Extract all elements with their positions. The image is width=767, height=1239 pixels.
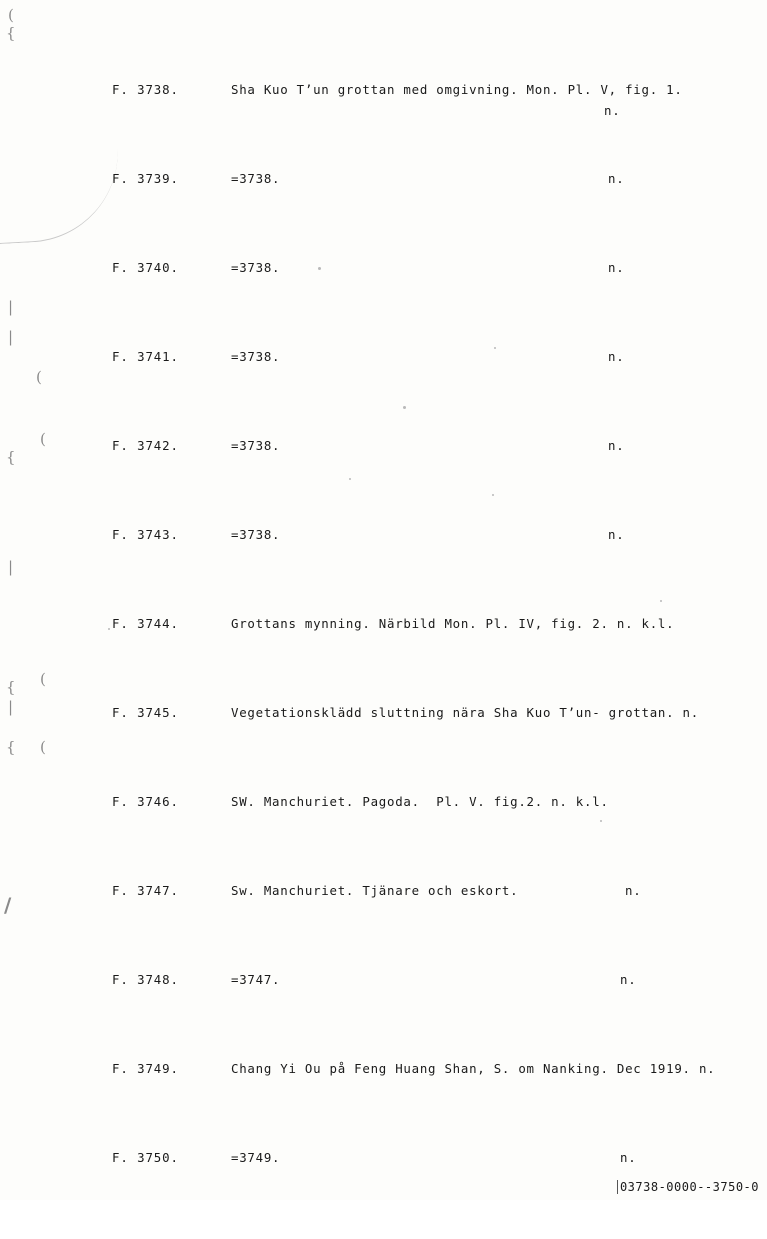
entry-note: n. <box>608 260 625 275</box>
catalogue-entry-list <box>0 82 767 1239</box>
edge-mark: { <box>6 24 16 42</box>
entry-description: Grottans mynning. Närbild Mon. Pl. IV, fig. 2. n. k.l. <box>231 616 675 631</box>
entry-description: Chang Yi Ou på Feng Huang Shan, S. om Nanking. Dec 1919. n. <box>231 1061 716 1076</box>
entry-number: F. 3738. <box>112 82 179 97</box>
entry-description: =3738. <box>231 527 281 542</box>
entry-description: =3749. <box>231 1150 281 1165</box>
edge-mark: ( <box>40 430 46 448</box>
entry-number: F. 3746. <box>112 794 179 809</box>
page-footer-identifier: 03738-0000--3750-0 <box>617 1180 759 1194</box>
edge-mark: / <box>4 893 12 917</box>
entry-description: Sw. Manchuriet. Tjänare och eskort. <box>231 883 519 898</box>
list-item[interactable] <box>0 883 767 972</box>
edge-mark: ( <box>40 738 46 756</box>
entry-note: n. <box>608 527 625 542</box>
entry-number: F. 3747. <box>112 883 179 898</box>
edge-mark: { <box>6 738 16 756</box>
entry-number: F. 3745. <box>112 705 179 720</box>
edge-mark: | <box>8 328 14 346</box>
entry-note: n. <box>620 1150 637 1165</box>
entry-note: n. <box>608 171 625 186</box>
entry-number: F. 3739. <box>112 171 179 186</box>
entry-description: =3747. <box>231 972 281 987</box>
list-item[interactable] <box>0 1061 767 1150</box>
entry-note: n. <box>608 438 625 453</box>
entry-description: =3738. <box>231 171 281 186</box>
list-item[interactable] <box>0 972 767 1061</box>
entry-number: F. 3741. <box>112 349 179 364</box>
entry-description: SW. Manchuriet. Pagoda. Pl. V. fig.2. n. k.l. <box>231 794 609 809</box>
entry-note: n. <box>620 972 637 987</box>
entry-number: F. 3750. <box>112 1150 179 1165</box>
entry-number: F. 3744. <box>112 616 179 631</box>
list-item[interactable] <box>0 82 767 171</box>
list-item[interactable] <box>0 527 767 616</box>
edge-mark: { <box>6 448 16 466</box>
entry-note: n. <box>604 103 621 118</box>
edge-mark: | <box>8 298 14 316</box>
entry-description: =3738. <box>231 349 281 364</box>
entry-description: Sha Kuo T’un grottan med omgivning. Mon. Pl. V, fig. 1. <box>231 82 683 97</box>
entry-number: F. 3742. <box>112 438 179 453</box>
entry-note: n. <box>608 349 625 364</box>
entry-description: =3738. <box>231 260 281 275</box>
list-item[interactable] <box>0 349 767 438</box>
entry-number: F. 3740. <box>112 260 179 275</box>
entry-number: F. 3743. <box>112 527 179 542</box>
edge-mark: | <box>8 698 14 716</box>
entry-number: F. 3748. <box>112 972 179 987</box>
edge-mark: | <box>8 558 14 576</box>
edge-mark: ( <box>36 368 42 386</box>
list-item[interactable] <box>0 438 767 527</box>
entry-note: n. <box>625 883 642 898</box>
list-item[interactable] <box>0 171 767 260</box>
edge-mark: ( <box>40 670 46 688</box>
list-item[interactable] <box>0 260 767 349</box>
entry-description: =3738. <box>231 438 281 453</box>
list-item[interactable] <box>0 616 767 705</box>
entry-description: Vegetationsklädd sluttning nära Sha Kuo T’un- grottan. n. <box>231 705 699 720</box>
list-item[interactable] <box>0 1150 767 1239</box>
edge-mark: { <box>6 678 16 696</box>
edge-mark: ( <box>8 6 14 24</box>
list-item[interactable] <box>0 794 767 883</box>
entry-number: F. 3749. <box>112 1061 179 1076</box>
list-item[interactable] <box>0 705 767 794</box>
